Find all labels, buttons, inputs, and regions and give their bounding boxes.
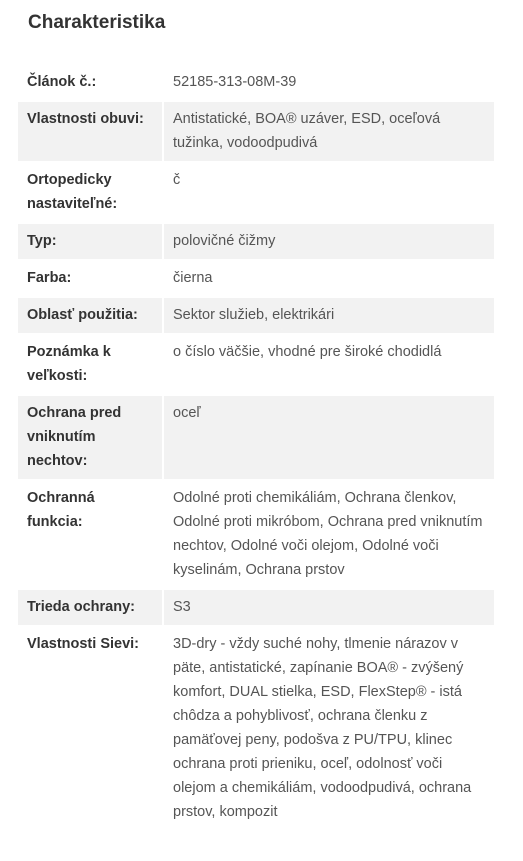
table-row [18,102,494,163]
table-row [18,590,494,627]
row-label: Oblasť použitia: [18,298,164,335]
table-row [18,261,494,298]
table-row [18,224,494,261]
row-label: Ortopedicky nastaviteľné: [18,163,164,224]
row-value: 3D-dry - vždy suché nohy, tlmenie nárazov v päte, antistatické, zapínanie BOA® - zvýšený komfort, DUAL stielka, ESD, FlexStep® - istá chôdza a pohyblivosť, ochrana členku z pamäťovej peny, podošva z PU/TPU, klinec ochrana proti prieniku, oceľ, odolnosť voči olejom a chemikáliám, vodoodpudivá, ochrana prstov, kompozit [164,627,494,832]
row-value: 52185-313-08M-39 [164,65,494,102]
row-value: Antistatické, BOA® uzáver, ESD, oceľová tužinka, vodoodpudivá [164,102,494,163]
row-value: oceľ [164,396,494,481]
row-value: S3 [164,590,494,627]
row-value: Odolné proti chemikáliám, Ochrana členkov, Odolné proti mikróbom, Ochrana pred vniknutím nechtov, Odolné voči olejom, Odolné voči kyselinám, Ochrana prstov [164,481,494,590]
table-row [18,65,494,102]
spec-table [18,65,494,832]
table-row [18,396,494,481]
row-label: Článok č.: [18,65,164,102]
table-row [18,335,494,396]
row-label: Vlastnosti Sievi: [18,627,164,832]
table-row [18,298,494,335]
row-value: Sektor služieb, elektrikári [164,298,494,335]
row-label: Vlastnosti obuvi: [18,102,164,163]
table-row [18,627,494,832]
row-label: Ochranná funkcia: [18,481,164,590]
row-label: Typ: [18,224,164,261]
row-label: Farba: [18,261,164,298]
row-value: čierna [164,261,494,298]
table-row [18,481,494,590]
row-label: Poznámka k veľkosti: [18,335,164,396]
row-value: polovičné čižmy [164,224,494,261]
section-title: Charakteristika [28,12,166,33]
row-label: Ochrana pred vniknutím nechtov: [18,396,164,481]
row-value: o číslo väčšie, vhodné pre široké chodidlá [164,335,494,396]
row-value: č [164,163,494,224]
table-row [18,163,494,224]
row-label: Trieda ochrany: [18,590,164,627]
